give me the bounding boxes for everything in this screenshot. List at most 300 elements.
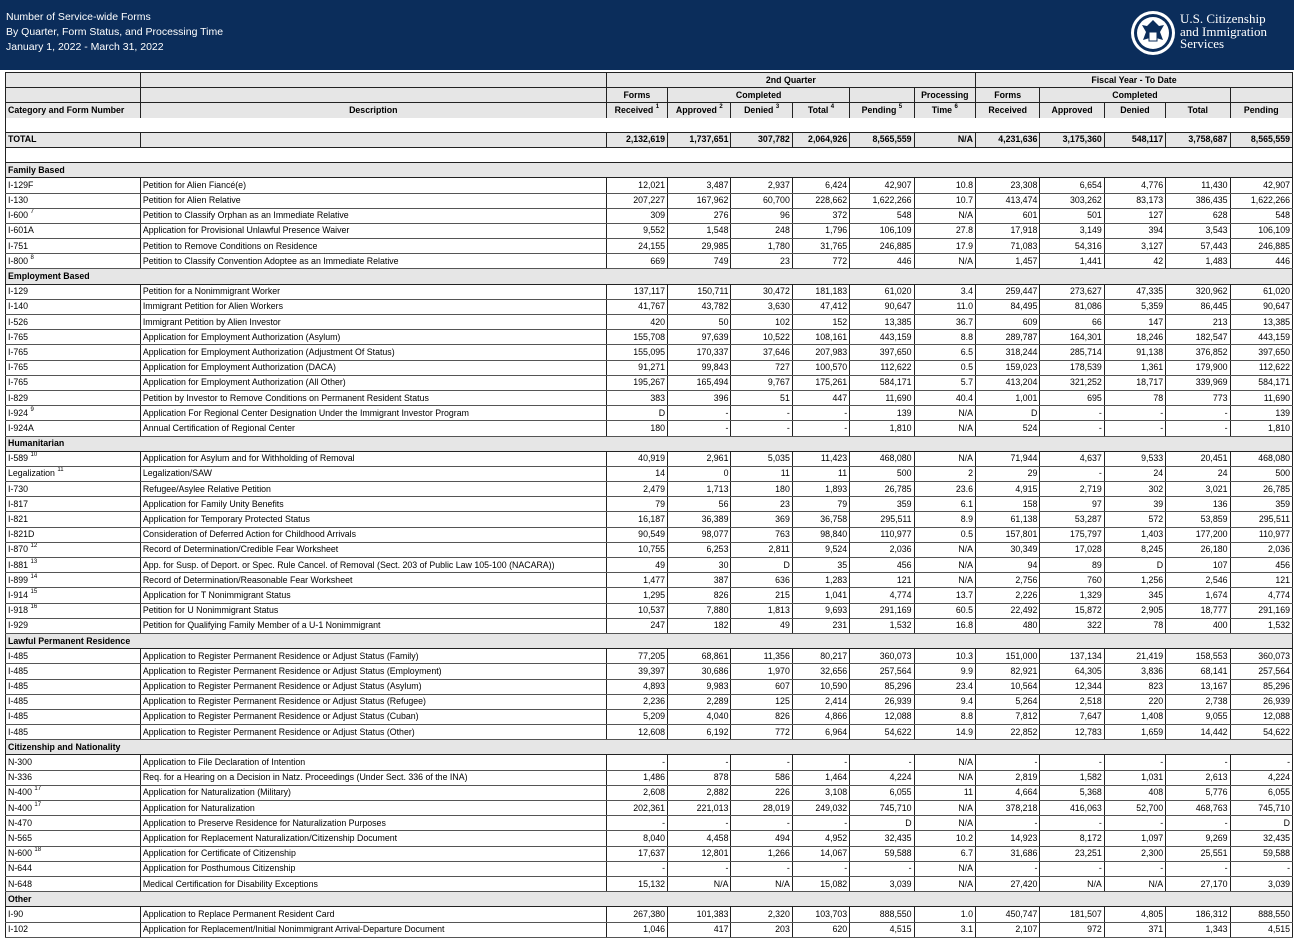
value-cell: 213 <box>1166 315 1230 330</box>
form-number <box>6 725 141 740</box>
form-number <box>6 816 141 831</box>
value-cell: 394 <box>1104 223 1165 238</box>
value-cell: 4,893 <box>606 679 667 694</box>
form-number-text: I-90 <box>8 908 24 919</box>
table-row <box>6 801 1293 816</box>
footnote-marker: 13 <box>30 558 38 565</box>
fy-col-denied: Denied <box>1104 103 1165 118</box>
form-number <box>6 785 141 800</box>
value-cell: 49 <box>606 558 667 573</box>
value-cell: 9,983 <box>668 679 731 694</box>
form-number <box>6 922 141 937</box>
value-cell: 500 <box>1230 466 1292 481</box>
value-cell: 23,251 <box>1040 846 1104 861</box>
value-cell: 17,918 <box>975 223 1039 238</box>
form-number-text: I-102 <box>8 924 29 935</box>
value-cell: 273,627 <box>1040 284 1104 299</box>
value-cell: 91,271 <box>606 360 667 375</box>
value-cell: 60,700 <box>731 193 792 208</box>
value-cell: 8,172 <box>1040 831 1104 846</box>
value-cell: - <box>1166 816 1230 831</box>
form-description: Application to File Declaration of Intention <box>140 755 606 770</box>
value-cell: 1,046 <box>606 922 667 937</box>
value-cell: 12,783 <box>1040 725 1104 740</box>
value-cell: 207,227 <box>606 193 667 208</box>
value-cell: 24 <box>1166 466 1230 481</box>
fy-col-total: Total <box>1166 103 1230 118</box>
form-description: Annual Certification of Regional Center <box>140 421 606 436</box>
value-cell: 4,774 <box>850 588 914 603</box>
footnote-marker: 12 <box>30 543 38 550</box>
form-number <box>6 558 141 573</box>
value-cell: 42,907 <box>1230 178 1292 193</box>
spacer-row <box>6 118 1293 133</box>
value-cell: 136 <box>1166 497 1230 512</box>
value-cell: 12,608 <box>606 725 667 740</box>
value-cell: 86,445 <box>1166 299 1230 314</box>
value-cell: 82,921 <box>975 664 1039 679</box>
value-cell: 8.8 <box>914 709 975 724</box>
form-number <box>6 299 141 314</box>
value-cell: 772 <box>731 725 792 740</box>
col-received: Received $^1$ <box>606 103 667 118</box>
value-cell: 10,522 <box>731 330 792 345</box>
value-cell: 36.7 <box>914 315 975 330</box>
value-cell: 7,647 <box>1040 709 1104 724</box>
form-number <box>6 360 141 375</box>
value-cell: 0.5 <box>914 527 975 542</box>
value-cell: 8.9 <box>914 512 975 527</box>
value-cell: 609 <box>975 315 1039 330</box>
value-cell: - <box>1230 861 1292 876</box>
value-cell: - <box>1104 421 1165 436</box>
value-cell: 11,690 <box>850 390 914 405</box>
value-cell: - <box>668 861 731 876</box>
value-cell: - <box>731 406 792 421</box>
value-cell: 68,861 <box>668 649 731 664</box>
form-number-text: N-600 <box>8 848 32 859</box>
value-cell: 3,021 <box>1166 482 1230 497</box>
value-cell: 4,952 <box>792 831 849 846</box>
form-number <box>6 193 141 208</box>
value-cell: 78 <box>1104 618 1165 633</box>
value-cell: 26,785 <box>1230 482 1292 497</box>
value-cell: 417 <box>668 922 731 937</box>
value-cell: 468,080 <box>850 451 914 466</box>
value-cell: 320,962 <box>1166 284 1230 299</box>
value-cell: 246,885 <box>850 239 914 254</box>
value-cell: 1,532 <box>1230 618 1292 633</box>
value-cell: 480 <box>975 618 1039 633</box>
col-pending: Pending $^5$ <box>850 103 914 118</box>
value-cell: 246,885 <box>1230 239 1292 254</box>
form-description: Petition to Classify Orphan as an Immediate Relative <box>140 208 606 223</box>
value-cell: 1,796 <box>792 223 849 238</box>
value-cell: 823 <box>1104 679 1165 694</box>
form-number <box>6 664 141 679</box>
value-cell: 158 <box>975 497 1039 512</box>
value-cell: 11 <box>914 785 975 800</box>
value-cell: 1,810 <box>850 421 914 436</box>
value-cell: 745,710 <box>850 801 914 816</box>
value-cell: 2,882 <box>668 785 731 800</box>
form-number-text: I-485 <box>8 726 29 737</box>
value-cell: 40.4 <box>914 390 975 405</box>
value-cell: 9,533 <box>1104 451 1165 466</box>
value-cell: 1,295 <box>606 588 667 603</box>
value-cell: 456 <box>850 558 914 573</box>
value-cell: - <box>606 861 667 876</box>
form-number-text: N-400 <box>8 787 32 798</box>
form-description: Application for Employment Authorization (Asylum) <box>140 330 606 345</box>
value-cell: 2,289 <box>668 694 731 709</box>
value-cell: 112,622 <box>1230 360 1292 375</box>
value-cell: 5,776 <box>1166 785 1230 800</box>
value-cell: 4,515 <box>1230 922 1292 937</box>
value-cell: 137,134 <box>1040 649 1104 664</box>
value-cell: 318,244 <box>975 345 1039 360</box>
value-cell: 3.4 <box>914 284 975 299</box>
value-cell: 10,755 <box>606 542 667 557</box>
form-description: Petition for a Nonimmigrant Worker <box>140 284 606 299</box>
value-cell: 68,141 <box>1166 664 1230 679</box>
value-cell: 548 <box>1230 208 1292 223</box>
value-cell: 3,836 <box>1104 664 1165 679</box>
form-number-text: I-829 <box>8 392 29 403</box>
value-cell: 8.8 <box>914 330 975 345</box>
value-cell: 2,518 <box>1040 694 1104 709</box>
value-cell: 90,549 <box>606 527 667 542</box>
value-cell: 202,361 <box>606 801 667 816</box>
form-number <box>6 588 141 603</box>
value-cell: 215 <box>731 588 792 603</box>
form-number <box>6 482 141 497</box>
col-forms: Forms <box>606 88 667 103</box>
spacer-row <box>6 147 1293 162</box>
value-cell: 447 <box>792 390 849 405</box>
value-cell: 90,647 <box>850 299 914 314</box>
value-cell: 11,356 <box>731 649 792 664</box>
form-description: Application to Register Permanent Residence or Adjust Status (Employment) <box>140 664 606 679</box>
table-row <box>6 542 1293 557</box>
value-cell: 9,524 <box>792 542 849 557</box>
value-cell: - <box>1230 755 1292 770</box>
form-description: Application to Replace Permanent Resident Card <box>140 907 606 922</box>
table-row <box>6 223 1293 238</box>
value-cell: 14 <box>606 466 667 481</box>
value-cell: 446 <box>850 254 914 269</box>
form-number <box>6 315 141 330</box>
value-cell: 97,639 <box>668 330 731 345</box>
agency-line-1: U.S. Citizenship <box>1180 11 1266 26</box>
fy-col-forms: Forms <box>975 88 1039 103</box>
value-cell: 13,385 <box>850 315 914 330</box>
form-number-text: I-130 <box>8 195 29 206</box>
value-cell: 8,040 <box>606 831 667 846</box>
value-cell: 584,171 <box>1230 375 1292 390</box>
value-cell: N/A <box>1104 876 1165 891</box>
form-number-text: N-470 <box>8 817 32 828</box>
value-cell: 6,424 <box>792 178 849 193</box>
value-cell: 376,852 <box>1166 345 1230 360</box>
value-cell: 32,435 <box>850 831 914 846</box>
value-cell: 291,169 <box>850 603 914 618</box>
value-cell: 152 <box>792 315 849 330</box>
form-number-text: I-924A <box>8 422 34 433</box>
form-description: Application for Replacement Naturalization/Citizenship Document <box>140 831 606 846</box>
form-number-text: I-765 <box>8 346 29 357</box>
table-row <box>6 451 1293 466</box>
form-description: Application for Provisional Unlawful Presence Waiver <box>140 223 606 238</box>
value-cell: 309 <box>606 208 667 223</box>
value-cell: 220 <box>1104 694 1165 709</box>
value-cell: - <box>1104 406 1165 421</box>
table-row <box>6 193 1293 208</box>
value-cell: - <box>731 421 792 436</box>
value-cell: 1,464 <box>792 770 849 785</box>
value-cell: 17,637 <box>606 846 667 861</box>
value-cell: N/A <box>914 254 975 269</box>
value-cell: 3,127 <box>1104 239 1165 254</box>
value-cell: 6.7 <box>914 846 975 861</box>
value-cell: 64,305 <box>1040 664 1104 679</box>
value-cell: 413,474 <box>975 193 1039 208</box>
value-cell: 9,552 <box>606 223 667 238</box>
value-cell: - <box>1166 421 1230 436</box>
fy-col-received: Received <box>975 103 1039 118</box>
value-cell: 248 <box>731 223 792 238</box>
value-cell: 103,703 <box>792 907 849 922</box>
value-cell: 1,041 <box>792 588 849 603</box>
value-cell: 30,349 <box>975 542 1039 557</box>
value-cell: 500 <box>850 466 914 481</box>
form-number <box>6 846 141 861</box>
value-cell: 221,013 <box>668 801 731 816</box>
value-cell: 4,866 <box>792 709 849 724</box>
value-cell: 6.5 <box>914 345 975 360</box>
value-cell: 4,776 <box>1104 178 1165 193</box>
value-cell: 41,767 <box>606 299 667 314</box>
form-number-text: I-881 <box>8 559 29 570</box>
value-cell: 110,977 <box>1230 527 1292 542</box>
value-cell: 2,320 <box>731 907 792 922</box>
value-cell: 1,283 <box>792 573 849 588</box>
report-title <box>6 10 223 55</box>
value-cell: 26,180 <box>1166 542 1230 557</box>
value-cell: - <box>1040 816 1104 831</box>
value-cell: 2,300 <box>1104 846 1165 861</box>
value-cell: 295,511 <box>1230 512 1292 527</box>
table-row <box>6 573 1293 588</box>
form-description: Application for Naturalization <box>140 801 606 816</box>
value-cell: 181,183 <box>792 284 849 299</box>
total-value: 2,064,926 <box>792 132 849 147</box>
value-cell: 4,915 <box>975 482 1039 497</box>
value-cell: 182,547 <box>1166 330 1230 345</box>
value-cell: 175,261 <box>792 375 849 390</box>
table-row <box>6 239 1293 254</box>
value-cell: - <box>668 421 731 436</box>
form-number <box>6 907 141 922</box>
form-description: Application for Posthumous Citizenship <box>140 861 606 876</box>
value-cell: 157,801 <box>975 527 1039 542</box>
form-number <box>6 755 141 770</box>
table-row <box>6 466 1293 481</box>
value-cell: 1,001 <box>975 390 1039 405</box>
table-row <box>6 512 1293 527</box>
value-cell: 137,117 <box>606 284 667 299</box>
value-cell: 79 <box>606 497 667 512</box>
value-cell: N/A <box>914 861 975 876</box>
value-cell: 628 <box>1166 208 1230 223</box>
value-cell: 10,590 <box>792 679 849 694</box>
total-value: 8,565,559 <box>850 132 914 147</box>
value-cell: 5,035 <box>731 451 792 466</box>
form-description: Application for Naturalization (Military) <box>140 785 606 800</box>
table-row <box>6 375 1293 390</box>
form-number <box>6 208 141 223</box>
value-cell: 888,550 <box>1230 907 1292 922</box>
title-line-2: By Quarter, Form Status, and Processing Time <box>6 26 224 38</box>
section-title: Family Based <box>6 163 1293 178</box>
value-cell: 2,226 <box>975 588 1039 603</box>
value-cell: 2,613 <box>1166 770 1230 785</box>
value-cell: - <box>1040 861 1104 876</box>
table-row <box>6 588 1293 603</box>
form-number <box>6 178 141 193</box>
value-cell: 182 <box>668 618 731 633</box>
value-cell: - <box>668 406 731 421</box>
value-cell: 745,710 <box>1230 801 1292 816</box>
value-cell: 524 <box>975 421 1039 436</box>
form-number <box>6 512 141 527</box>
value-cell: 1,622,266 <box>850 193 914 208</box>
form-number-text: I-485 <box>8 650 29 661</box>
table-row <box>6 406 1293 421</box>
value-cell: 3,039 <box>850 876 914 891</box>
form-number-text: I-924 <box>8 407 29 418</box>
form-number-text: I-485 <box>8 665 29 676</box>
table-row <box>6 390 1293 405</box>
form-number <box>6 406 141 421</box>
value-cell: 321,252 <box>1040 375 1104 390</box>
value-cell: 1,486 <box>606 770 667 785</box>
form-description: Application for Temporary Protected Status <box>140 512 606 527</box>
value-cell: 1,622,266 <box>1230 193 1292 208</box>
form-number <box>6 861 141 876</box>
value-cell: 369 <box>731 512 792 527</box>
footnote-marker: 16 <box>30 604 38 611</box>
value-cell: - <box>792 406 849 421</box>
value-cell: 165,494 <box>668 375 731 390</box>
form-description: Petition to Remove Conditions on Residence <box>140 239 606 254</box>
value-cell: 98,840 <box>792 527 849 542</box>
form-description: Petition for U Nonimmigrant Status <box>140 603 606 618</box>
value-cell: 53,859 <box>1166 512 1230 527</box>
value-cell: - <box>1040 466 1104 481</box>
form-description: Application for Employment Authorization (All Other) <box>140 375 606 390</box>
value-cell: 26,939 <box>850 694 914 709</box>
table-row <box>6 558 1293 573</box>
value-cell: 27.8 <box>914 223 975 238</box>
value-cell: 24,155 <box>606 239 667 254</box>
value-cell: 1,343 <box>1166 922 1230 937</box>
value-cell: 14,442 <box>1166 725 1230 740</box>
form-description: Refugee/Asylee Relative Petition <box>140 482 606 497</box>
form-number-text: I-129 <box>8 286 29 297</box>
value-cell: 28,019 <box>731 801 792 816</box>
value-cell: 177,200 <box>1166 527 1230 542</box>
form-number <box>6 573 141 588</box>
value-cell: 1,532 <box>850 618 914 633</box>
value-cell: 25,551 <box>1166 846 1230 861</box>
form-number-text: I-589 <box>8 453 29 464</box>
footnote-marker: 14 <box>30 573 38 580</box>
value-cell: 6,654 <box>1040 178 1104 193</box>
value-cell: 2,905 <box>1104 603 1165 618</box>
value-cell: 1,329 <box>1040 588 1104 603</box>
value-cell: 3,487 <box>668 178 731 193</box>
value-cell: 178,539 <box>1040 360 1104 375</box>
forms-table <box>5 72 1293 938</box>
form-number-text: I-601A <box>8 225 34 236</box>
value-cell: 107 <box>1166 558 1230 573</box>
value-cell: - <box>1040 406 1104 421</box>
value-cell: 1,780 <box>731 239 792 254</box>
value-cell: N/A <box>731 876 792 891</box>
form-number-text: N-400 <box>8 802 32 813</box>
value-cell: 339,969 <box>1166 375 1230 390</box>
value-cell: 30 <box>668 558 731 573</box>
value-cell: 11,690 <box>1230 390 1292 405</box>
value-cell: N/A <box>668 876 731 891</box>
value-cell: 7,812 <box>975 709 1039 724</box>
col-time: Time $^6$ <box>914 103 975 118</box>
table-row <box>6 421 1293 436</box>
total-value: 1,737,651 <box>668 132 731 147</box>
value-cell: 23 <box>731 254 792 269</box>
value-cell: 6,192 <box>668 725 731 740</box>
table-row <box>6 831 1293 846</box>
value-cell: 84,495 <box>975 299 1039 314</box>
value-cell: 66 <box>1040 315 1104 330</box>
value-cell: 826 <box>731 709 792 724</box>
value-cell: 79 <box>792 497 849 512</box>
table-row <box>6 861 1293 876</box>
value-cell: 40,919 <box>606 451 667 466</box>
form-number <box>6 466 141 481</box>
value-cell: 14.9 <box>914 725 975 740</box>
section-header-row <box>6 269 1293 284</box>
report-header <box>0 0 1294 70</box>
value-cell: 5,368 <box>1040 785 1104 800</box>
section-header-row <box>6 740 1293 755</box>
value-cell: 9.9 <box>914 664 975 679</box>
value-cell: 494 <box>731 831 792 846</box>
value-cell: 1,408 <box>1104 709 1165 724</box>
value-cell: 23.4 <box>914 679 975 694</box>
value-cell: 179,900 <box>1166 360 1230 375</box>
value-cell: 226 <box>731 785 792 800</box>
col-denied: Denied $^3$ <box>731 103 792 118</box>
fy-col-approved: Approved <box>1040 103 1104 118</box>
table-row <box>6 618 1293 633</box>
value-cell: 94 <box>975 558 1039 573</box>
value-cell: 1,810 <box>1230 421 1292 436</box>
value-cell: 27,170 <box>1166 876 1230 891</box>
value-cell: 267,380 <box>606 907 667 922</box>
value-cell: 89 <box>1040 558 1104 573</box>
